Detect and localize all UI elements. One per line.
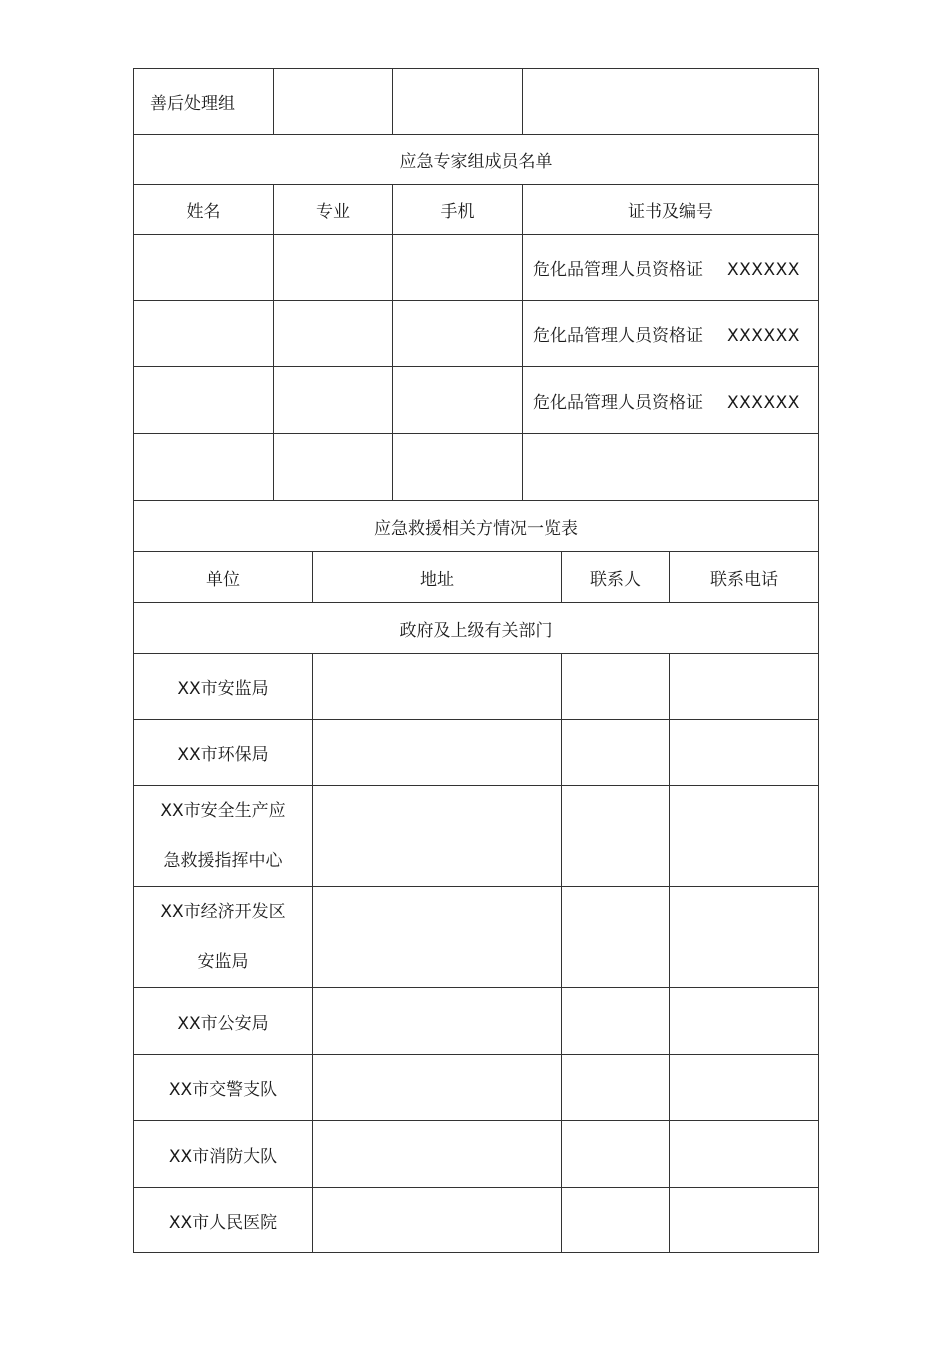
empty-cell	[393, 69, 523, 135]
address-cell	[313, 720, 562, 786]
contact-phone-cell	[670, 988, 819, 1055]
phone-cell	[393, 367, 523, 434]
empty-cell	[274, 69, 393, 135]
table-row	[134, 301, 819, 367]
table-row	[134, 654, 819, 720]
certificate-name: 危化品管理人员资格证	[533, 326, 703, 346]
unit-cell	[134, 887, 313, 988]
name-cell	[134, 235, 274, 301]
expert-section-title: 应急专家组成员名单	[134, 135, 819, 185]
certificate-name: 危化品管理人员资格证	[533, 392, 703, 413]
rescue-table-title: 应急救援相关方情况一览表	[134, 501, 819, 552]
address-cell	[313, 1188, 562, 1253]
certificate-code: XXXXXX	[727, 392, 800, 413]
government-section-title: 政府及上级有关部门	[134, 603, 819, 654]
table-row	[134, 367, 819, 434]
header-address: 地址	[313, 552, 562, 603]
header-name: 姓名	[134, 185, 274, 235]
contact-phone-cell	[670, 654, 819, 720]
certificate-name: 危化品管理人员资格证	[533, 260, 703, 280]
aftermath-group-label: 善后处理组	[134, 69, 274, 135]
aftermath-row	[134, 69, 819, 135]
contact-phone-cell	[670, 887, 819, 988]
address-cell	[313, 988, 562, 1055]
table-row	[134, 988, 819, 1055]
certificate-cell	[523, 301, 819, 367]
unit-cell	[134, 786, 313, 887]
expert-team-table	[133, 68, 819, 501]
contact-phone-cell	[670, 720, 819, 786]
unit-cell: XX市安监局	[134, 654, 313, 720]
contact-cell	[562, 720, 670, 786]
address-cell	[313, 887, 562, 988]
certificate-code: XXXXXX	[727, 326, 800, 346]
name-cell	[134, 434, 274, 501]
rescue-header-row	[134, 552, 819, 603]
contact-phone-cell	[670, 786, 819, 887]
header-contact: 联系人	[562, 552, 670, 603]
header-unit: 单位	[134, 552, 313, 603]
name-cell	[134, 301, 274, 367]
major-cell	[274, 367, 393, 434]
table-row	[134, 887, 819, 988]
expert-header-row	[134, 185, 819, 235]
table-row	[134, 1121, 819, 1188]
name-cell	[134, 367, 274, 434]
contact-cell	[562, 654, 670, 720]
phone-cell	[393, 434, 523, 501]
certificate-code: XXXXXX	[727, 260, 800, 280]
address-cell	[313, 1121, 562, 1188]
unit-cell: XX市消防大队	[134, 1121, 313, 1188]
unit-cell: XX市交警支队	[134, 1055, 313, 1121]
unit-cell: XX市人民医院	[134, 1188, 313, 1253]
contact-cell	[562, 1121, 670, 1188]
address-cell	[313, 1055, 562, 1121]
certificate-cell	[523, 367, 819, 434]
contact-cell	[562, 988, 670, 1055]
certificate-cell	[523, 235, 819, 301]
contact-cell	[562, 786, 670, 887]
unit-cell: XX市环保局	[134, 720, 313, 786]
address-cell	[313, 654, 562, 720]
rescue-parties-table	[133, 500, 819, 1253]
contact-cell	[562, 1055, 670, 1121]
empty-cell	[523, 69, 819, 135]
header-major: 专业	[274, 185, 393, 235]
table-row	[134, 720, 819, 786]
header-certificate: 证书及编号	[523, 185, 819, 235]
unit-cell: XX市公安局	[134, 988, 313, 1055]
unit-line-1: XX市经济开发区	[160, 902, 286, 922]
header-contact-phone: 联系电话	[670, 552, 819, 603]
table-row	[134, 1055, 819, 1121]
contact-cell	[562, 1188, 670, 1253]
major-cell	[274, 235, 393, 301]
certificate-cell	[523, 434, 819, 501]
major-cell	[274, 434, 393, 501]
contact-cell	[562, 887, 670, 988]
unit-line-2: 安监局	[197, 952, 249, 972]
table-row	[134, 235, 819, 301]
phone-cell	[393, 235, 523, 301]
header-phone: 手机	[393, 185, 523, 235]
unit-line-1: XX市安全生产应	[160, 801, 286, 821]
address-cell	[313, 786, 562, 887]
table-row	[134, 786, 819, 887]
major-cell	[274, 301, 393, 367]
unit-line-2: 急救援指挥中心	[163, 851, 283, 871]
contact-phone-cell	[670, 1121, 819, 1188]
phone-cell	[393, 301, 523, 367]
contact-phone-cell	[670, 1188, 819, 1253]
table-row	[134, 434, 819, 501]
table-row	[134, 1188, 819, 1253]
contact-phone-cell	[670, 1055, 819, 1121]
